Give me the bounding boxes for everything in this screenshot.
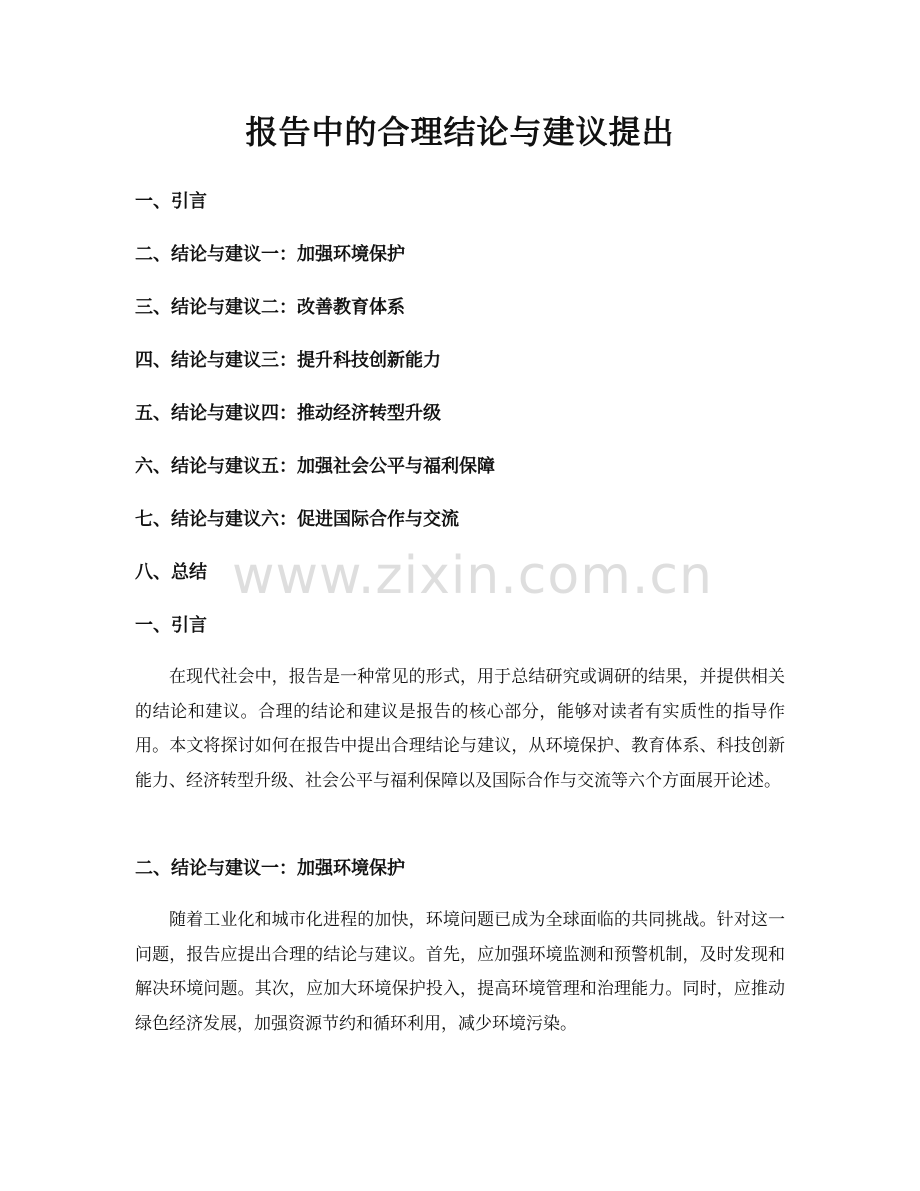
watermark: www.zixin.com.cn — [232, 546, 713, 606]
toc-item: 八、总结 — [135, 562, 207, 583]
toc-item: 五、结论与建议四：推动经济转型升级 — [135, 403, 441, 424]
section-heading-intro: 一、引言 — [135, 615, 207, 636]
page-title: 报告中的合理结论与建议提出 — [245, 113, 675, 151]
section-paragraph-environment: 随着工业化和城市化进程的加快，环境问题已成为全球面临的共同挑战。针对这一问题，报告应提出合理的结论与建议。首先，应加强环境监测和预警机制，及时发现和解决环境问题。其次，应加大环境保护投入，提高环境管理和治理能力。同时，应推动绿色经济发展，加强资源节约和循环利用，减少环境污染。 — [135, 910, 785, 1035]
toc-item: 六、结论与建议五：加强社会公平与福利保障 — [135, 456, 495, 477]
toc-item: 一、引言 — [135, 191, 207, 212]
section-heading-environment: 二、结论与建议一：加强环境保护 — [135, 858, 405, 879]
toc-item: 二、结论与建议一：加强环境保护 — [135, 244, 405, 265]
toc-item: 四、结论与建议三：提升科技创新能力 — [135, 350, 441, 371]
toc-item: 三、结论与建议二：改善教育体系 — [135, 297, 405, 318]
toc-item: 七、结论与建议六：促进国际合作与交流 — [135, 509, 459, 530]
table-of-contents — [135, 188, 495, 612]
section-paragraph-intro: 在现代社会中，报告是一种常见的形式，用于总结研究或调研的结果，并提供相关的结论和建议。合理的结论和建议是报告的核心部分，能够对读者有实质性的指导作用。本文将探讨如何在报告中提出合理结论与建议，从环境保护、教育体系、科技创新能力、经济转型升级、社会公平与福利保障以及国际合作与交流等六个方面展开论述。 — [135, 667, 785, 792]
